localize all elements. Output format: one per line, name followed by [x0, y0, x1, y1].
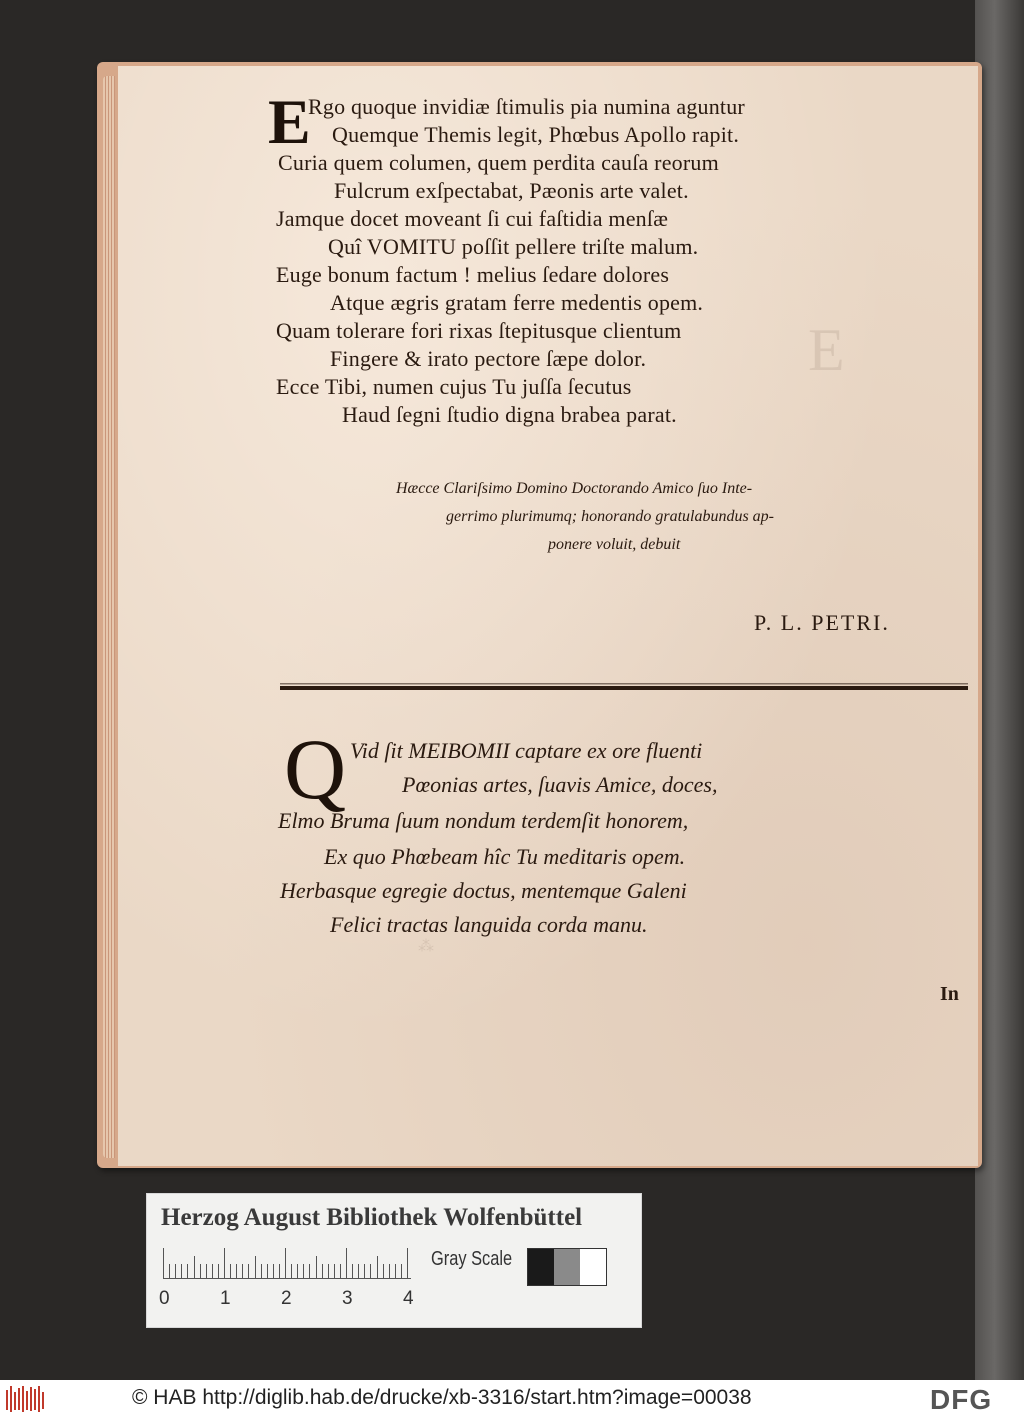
drop-cap-q: Q: [284, 721, 347, 817]
ruler: [159, 1248, 414, 1309]
ruler-tick: [230, 1264, 231, 1278]
scale-card: [146, 1193, 642, 1328]
poem-one-line: Quam tolerare fori rixas ſtepitusque clientum: [276, 318, 682, 343]
ruler-tick: [377, 1256, 378, 1278]
ruler-tick: [285, 1248, 286, 1278]
grayscale-label: Gray Scale: [431, 1248, 513, 1270]
ruler-tick: [273, 1264, 274, 1278]
ruler-tick: [297, 1264, 298, 1278]
grayscale-swatches: [527, 1248, 607, 1286]
poem-one-line: Rgo quoque invidiæ ſtimulis pia numina aguntur: [308, 94, 745, 119]
gray-swatch-mid: [554, 1249, 580, 1285]
ruler-tick: [218, 1264, 219, 1278]
ruler-tick: [236, 1264, 237, 1278]
poem-two-line: Ex quo Phœbeam hîc Tu meditaris opem.: [324, 844, 686, 869]
ruler-tick: [279, 1264, 280, 1278]
ruler-tick: [358, 1264, 359, 1278]
ruler-tick: [316, 1256, 317, 1278]
library-name: Herzog August Bibliothek Wolfenbüttel: [161, 1204, 583, 1231]
ruler-tick: [334, 1264, 335, 1278]
catchword: In: [940, 983, 959, 1005]
poem-one-line: Curia quem columen, quem perdita cauſa reorum: [278, 150, 719, 175]
ruler-number: 1: [220, 1288, 231, 1309]
page-edges: [103, 76, 115, 1158]
ruler-tick: [206, 1264, 207, 1278]
ruler-tick: [242, 1264, 243, 1278]
gray-swatch-dark: [528, 1249, 554, 1285]
ruler-number: 3: [342, 1288, 353, 1309]
ruler-tick: [364, 1264, 365, 1278]
ruler-tick: [407, 1248, 408, 1278]
ruler-tick: [212, 1264, 213, 1278]
ruler-tick: [194, 1256, 195, 1278]
ruler-tick: [175, 1264, 176, 1278]
ruler-number: 2: [281, 1288, 292, 1309]
ruler-tick: [395, 1264, 396, 1278]
ruler-tick: [181, 1264, 182, 1278]
ruler-tick: [322, 1264, 323, 1278]
ruler-tick: [224, 1248, 225, 1278]
drop-cap-e: E: [268, 86, 311, 157]
footer-bar: [0, 1380, 1024, 1418]
ruler-tick: [401, 1264, 402, 1278]
poem-two-line: Herbasque egregie doctus, mentemque Galeni: [280, 878, 687, 903]
poem-two-line: Felici tractas languida corda manu.: [330, 912, 648, 937]
ruler-tick: [346, 1248, 347, 1278]
ruler-number: 4: [403, 1288, 414, 1309]
poem-one-line: Quemque Themis legit, Phœbus Apollo rapit.: [332, 122, 740, 147]
ruler-tick: [352, 1264, 353, 1278]
signature: P. L. PETRI.: [754, 610, 890, 635]
poem-one-line: Jamque docet moveant ſi cui faſtidia menſæ: [276, 206, 669, 231]
ruler-tick: [163, 1248, 164, 1278]
ruler-number: 0: [159, 1288, 170, 1309]
poem-one-line: Fingere & irato pectore ſæpe dolor.: [330, 346, 647, 371]
ruler-tick: [291, 1264, 292, 1278]
dedication-line: Hæcce Clariſsimo Domino Doctorando Amico ſuo Inte-: [396, 480, 753, 497]
gray-swatch-white: [580, 1249, 606, 1285]
ruler-tick: [328, 1264, 329, 1278]
ruler-tick: [261, 1264, 262, 1278]
ruler-tick: [187, 1264, 188, 1278]
scanner-backdrop: [975, 0, 1024, 1380]
poem-one-line: Atque ægris gratam ferre medentis opem.: [330, 290, 704, 315]
barcode-icon: [6, 1386, 48, 1412]
ruler-tick: [303, 1264, 304, 1278]
ruler-tick: [389, 1264, 390, 1278]
ruler-tick: [267, 1264, 268, 1278]
ruler-tick: [370, 1264, 371, 1278]
show-through-initial: E: [808, 317, 845, 383]
poem-one-line: Ecce Tibi, numen cujus Tu juſſa ſecutus: [276, 374, 632, 399]
poem-one-line: Quî VOMITU poſſit pellere triſte malum.: [328, 234, 699, 259]
ruler-tick: [248, 1264, 249, 1278]
poem-one-line: Fulcrum exſpectabat, Pæonis arte valet.: [334, 178, 689, 203]
ruler-tick: [200, 1264, 201, 1278]
dedication-line: ponere voluit, debuit: [548, 536, 681, 553]
ruler-tick: [255, 1256, 256, 1278]
ruler-tick: [309, 1264, 310, 1278]
ornamental-rule: [280, 683, 968, 693]
poem-two-line: Pœonias artes, ſuavis Amice, doces,: [402, 772, 718, 797]
poem-two-line: Vid ſit MEIBOMII captare ex ore fluenti: [350, 738, 703, 763]
show-through-text: ⁂: [418, 938, 434, 955]
document-page: [118, 66, 978, 1166]
dedication-line: gerrimo plurimumq; honorando gratulabundus ap-: [446, 508, 775, 525]
ruler-tick: [340, 1264, 341, 1278]
poem-one-line: Haud ſegni ſtudio digna brabea parat.: [342, 402, 677, 427]
poem-two-line: Elmo Bruma ſuum nondum terdemſit honorem,: [278, 808, 689, 833]
footer-url: © HAB http://diglib.hab.de/drucke/xb-3316/start.htm?image=00038: [132, 1386, 752, 1409]
ruler-baseline: [163, 1278, 411, 1279]
poem-one-line: Euge bonum factum ! melius ſedare dolores: [276, 262, 670, 287]
ruler-tick: [169, 1264, 170, 1278]
dfg-logo: DFG: [930, 1384, 993, 1415]
ruler-tick: [383, 1264, 384, 1278]
